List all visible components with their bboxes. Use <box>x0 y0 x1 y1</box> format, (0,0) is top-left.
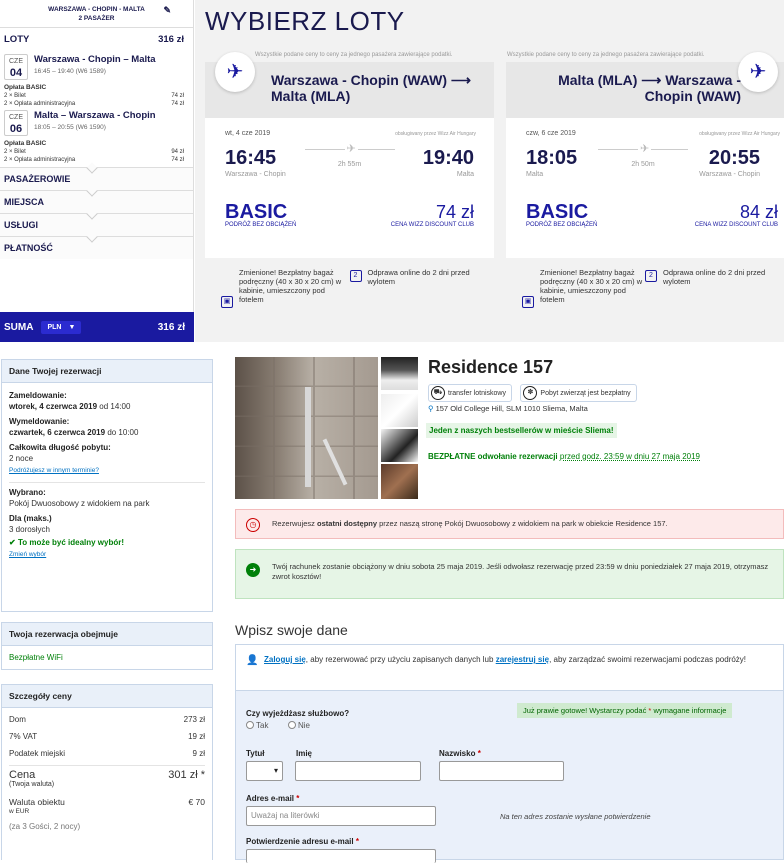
checkin-icon: 2 <box>645 270 657 282</box>
chosen-room: Pokój Dwuosobowy z widokiem na park <box>9 499 150 508</box>
flights-total-row <box>0 28 193 50</box>
plane-icon: ✈ <box>640 143 650 155</box>
pets-tag: ✽ Pobyt zwierząt jest bezpłatny <box>520 384 636 402</box>
perk-text: Odprawa online do 2 dni przed wylotem <box>663 268 766 286</box>
total-price-row: Cena (Twoja waluta) 301 zł * <box>9 765 205 789</box>
total-label: SUMA <box>4 321 34 333</box>
arrow-right-icon: ➜ <box>246 563 260 577</box>
checkmark-icon: ✔ <box>9 538 16 547</box>
caret-down-icon: ▾ <box>273 766 278 775</box>
location-pin-icon: ⚲ <box>428 404 434 413</box>
local-price-row: Waluta obiektu w EUR € 70 <box>9 797 205 815</box>
checkout-time: do 10:00 <box>107 428 139 437</box>
discount-club-label: CENA WIZZ DISCOUNT CLUB <box>390 222 474 228</box>
flight-times: 16:45 – 19:40 (W6 1589) <box>34 68 106 75</box>
summary-flight-return <box>0 110 193 164</box>
hotel-thumb-photo[interactable] <box>381 357 418 390</box>
flight-date: wt, 4 cze 2019 <box>225 130 271 137</box>
user-icon: 👤 <box>246 655 259 666</box>
fare-subtitle: PODRÓŻ BEZ OBCIĄŻEŃ <box>526 222 598 228</box>
business-yes-radio[interactable]: Tak <box>246 721 268 730</box>
box-title: Szczegóły ceny <box>2 685 212 708</box>
destination-city: Malta <box>456 171 474 178</box>
register-link[interactable]: zarejestruj się <box>495 655 550 664</box>
perk-text: Odprawa online do 2 dni przed wylotem <box>367 268 470 286</box>
login-prompt: 👤 Zaloguj się, aby rezerwować przy użyciu zapisanych danych lub zarejestruj się, aby zarządzać swoimi rezerwacjami podczas podróży! <box>236 645 783 691</box>
fare-name: BASIC <box>526 201 589 223</box>
bag-icon: ▣ <box>221 296 233 308</box>
first-name-label: Imię <box>296 749 313 758</box>
fare-name: BASIC <box>225 201 288 223</box>
origin-city: Malta <box>526 171 544 178</box>
plane-icon: ✈ <box>215 52 255 92</box>
flight-card-outbound[interactable] <box>205 62 494 342</box>
arrival-time: 19:40 <box>422 147 474 169</box>
capacity-value: 3 dorosłych <box>9 525 50 534</box>
flight-date: czw, 6 cze 2019 <box>526 130 576 137</box>
login-link[interactable]: Zaloguj się <box>264 655 306 664</box>
plane-icon: ✈ <box>346 143 356 155</box>
duration: ✈ 2h 50m <box>598 143 688 164</box>
hotel-thumb-photo[interactable] <box>381 394 418 427</box>
hotel-name[interactable]: Residence 157 <box>428 357 554 377</box>
title-select[interactable] <box>246 761 283 781</box>
section-payment[interactable]: PŁATNOŚĆ <box>0 236 193 259</box>
title-label: Tytuł <box>246 749 265 758</box>
destination-city: Warszawa - Chopin <box>699 171 760 178</box>
free-cancellation: BEZPŁATNE odwołanie rezerwacji przed godz. 23:59 w dniu 27 maja 2019 <box>428 452 700 461</box>
bag-icon: ▣ <box>522 296 534 308</box>
flight-times: 18:05 – 20:55 (W6 1590) <box>34 124 106 131</box>
form-heading: Wpisz swoje dane <box>235 622 348 638</box>
guest-details-form <box>235 644 784 860</box>
fee-details: Opłata BASIC 2 × Bilet 94 zł 2 × Opłata administracyjna 74 zł <box>4 140 184 163</box>
departure-time: 18:05 <box>526 147 578 169</box>
stay-length-label: Całkowita długość pobytu: <box>9 443 111 452</box>
chosen-label: Wybrano: <box>9 488 46 497</box>
price-note: Wszystkie podane ceny to ceny za jednego pasażera zawierające podatki. <box>255 52 453 58</box>
paw-icon: ✽ <box>523 386 537 400</box>
airport-transfer-tag: ⛟ transfer lotniskowy <box>428 384 512 402</box>
last-name-label: Nazwisko * <box>439 749 481 758</box>
summary-route: WARSZAWA - CHOPIN - MALTA <box>48 6 145 13</box>
bestseller-badge: Jeden z naszych bestsellerów w mieście Sliema! <box>426 423 617 438</box>
flight-route: Warszawa - Chopin – Malta <box>34 54 156 65</box>
change-dates-link[interactable]: Podróżujesz w innym terminie? <box>9 467 99 474</box>
flights-panel <box>195 0 784 342</box>
capacity-label: Dla (maks.) <box>9 514 52 523</box>
fare-perks <box>506 258 784 342</box>
flight-route: Malta – Warszawa - Chopin <box>34 110 156 121</box>
date-badge: CZE 04 <box>4 54 28 80</box>
section-seats[interactable]: MIEJSCA <box>0 190 193 213</box>
email-label: Adres e-mail * <box>246 794 300 803</box>
price-row: Dom 273 zł <box>9 715 205 724</box>
car-icon: ⛟ <box>431 386 445 400</box>
ideal-choice: To może być idealny wybór! <box>17 538 125 547</box>
arrival-time: 20:55 <box>708 147 760 169</box>
currency-select[interactable]: PLN ▼ <box>41 321 81 334</box>
card-route: Malta (MLA) ⟶ Warszawa - Chopin (WAW) <box>558 72 741 104</box>
box-title: Dane Twojej rezerwacji <box>2 360 212 383</box>
caret-down-icon: ▼ <box>68 323 76 331</box>
stay-length: 2 noce <box>9 454 34 463</box>
fare-perks <box>205 258 494 342</box>
flights-price: 316 zł <box>158 33 184 45</box>
price-row: Podatek miejski 9 zł <box>9 749 205 758</box>
email-note: Na ten adres zostanie wysłane potwierdzenie <box>500 812 651 821</box>
included-item: Bezpłatne WiFi <box>9 653 63 662</box>
price-row: 7% VAT 19 zł <box>9 732 205 741</box>
fare-basic[interactable] <box>506 202 784 228</box>
fare-subtitle: PODRÓŻ BEZ OBCIĄŻEŃ <box>225 222 297 228</box>
last-name-input[interactable] <box>439 761 564 781</box>
card-route: Warszawa - Chopin (WAW) ⟶ Malta (MLA) <box>271 72 471 104</box>
flights-label: LOTY <box>4 33 30 45</box>
section-services[interactable]: USŁUGI <box>0 213 193 236</box>
checkin-time: od 14:00 <box>99 402 131 411</box>
flight-summary-panel <box>0 0 194 342</box>
business-trip-label: Czy wyjeżdżasz służbowo? <box>246 709 350 718</box>
hotel-address: ⚲ 157 Old College Hill, SLM 1010 Sliema, Malta <box>428 404 588 413</box>
clock-icon: ◷ <box>246 518 260 532</box>
checkout-date: czwartek, 6 czerwca 2019 <box>9 428 106 437</box>
checkin-date: wtorek, 4 czerwca 2019 <box>9 402 98 411</box>
total-price: 316 zł <box>157 321 185 333</box>
total-bar <box>0 312 194 342</box>
discount-club-label: CENA WIZZ DISCOUNT CLUB <box>694 222 778 228</box>
duration: ✈ 2h 55m <box>305 143 395 164</box>
date-badge: CZE 06 <box>4 110 28 136</box>
confirm-email-input[interactable] <box>246 849 436 863</box>
price-details-box <box>1 684 213 860</box>
hotel-main-photo[interactable] <box>235 357 378 499</box>
reservation-details-box <box>1 359 213 612</box>
fare-basic[interactable] <box>205 202 494 228</box>
operator-note: obsługiwany przez Wizz Air Hungary <box>699 131 780 137</box>
confirm-email-label: Potwierdzenie adresu e-mail * <box>246 837 359 846</box>
email-input[interactable]: Uważaj na literówki <box>246 806 436 826</box>
origin-city: Warszawa - Chopin <box>225 171 286 178</box>
fare-price: 84 zł <box>739 202 778 222</box>
edit-pencil-icon[interactable]: ✎ <box>163 5 171 15</box>
box-title: Twoja rezerwacja obejmuje <box>2 623 212 646</box>
last-room-alert: ◷ Rezerwujesz ostatni dostępny przez naszą stronę Pokój Dwuosobowy z widokiem na park w obiekcie Residence 157. <box>235 509 784 539</box>
chevron-down-icon <box>86 162 97 173</box>
checkin-label: Zameldowanie: <box>9 391 67 400</box>
departure-time: 16:45 <box>225 147 277 169</box>
fee-details: Opłata BASIC 2 × Bilet 74 zł 2 × Opłata administracyjna 74 zł <box>4 84 184 107</box>
perk-text: Zmienione! Bezpłatny bagaż podręczny (40 x 30 x 20 cm) w kabinie, umieszczony pod fotelem <box>239 268 342 304</box>
summary-header[interactable] <box>0 0 193 28</box>
price-note: Wszystkie podane ceny to ceny za jednego pasażera zawierające podatki. <box>507 52 705 58</box>
hotel-tags <box>428 381 641 402</box>
change-choice-link[interactable]: Zmień wybór <box>9 551 47 558</box>
operator-note: obsługiwany przez Wizz Air Hungary <box>395 131 476 137</box>
fare-price: 74 zł <box>435 202 474 222</box>
checkout-label: Wymeldowanie: <box>9 417 70 426</box>
hotel-thumb-photo[interactable] <box>381 464 418 499</box>
required-info-hint: Już prawie gotowe! Wystarczy podać * wymagane informacje <box>517 703 732 718</box>
business-no-radio[interactable]: Nie <box>288 721 310 730</box>
checkin-icon: 2 <box>350 270 362 282</box>
plane-icon: ✈ <box>738 52 778 92</box>
payment-info-alert: ➜ Twój rachunek zostanie obciążony w dniu sobota 25 maja 2019. Jeśli odwołasz rezerwację przed 23:59 w dniu poniedziałek 27 maja 2019, otrzymasz zwrot kosztów! <box>235 549 784 599</box>
flight-card-return[interactable] <box>506 62 784 342</box>
first-name-input[interactable] <box>295 761 421 781</box>
includes-box <box>1 622 213 670</box>
page-title: WYBIERZ LOTY <box>205 6 405 36</box>
guests-note: (za 3 Gości, 2 nocy) <box>9 822 81 831</box>
summary-flight-outbound <box>0 54 193 108</box>
hotel-thumb-photo[interactable] <box>381 429 418 462</box>
section-passengers[interactable]: PASAŻEROWIE <box>0 167 193 190</box>
perk-text: Zmienione! Bezpłatny bagaż podręczny (40 x 30 x 20 cm) w kabinie, umieszczony pod fotelem <box>540 268 643 304</box>
summary-passengers: 2 PASAŻER <box>78 15 115 22</box>
